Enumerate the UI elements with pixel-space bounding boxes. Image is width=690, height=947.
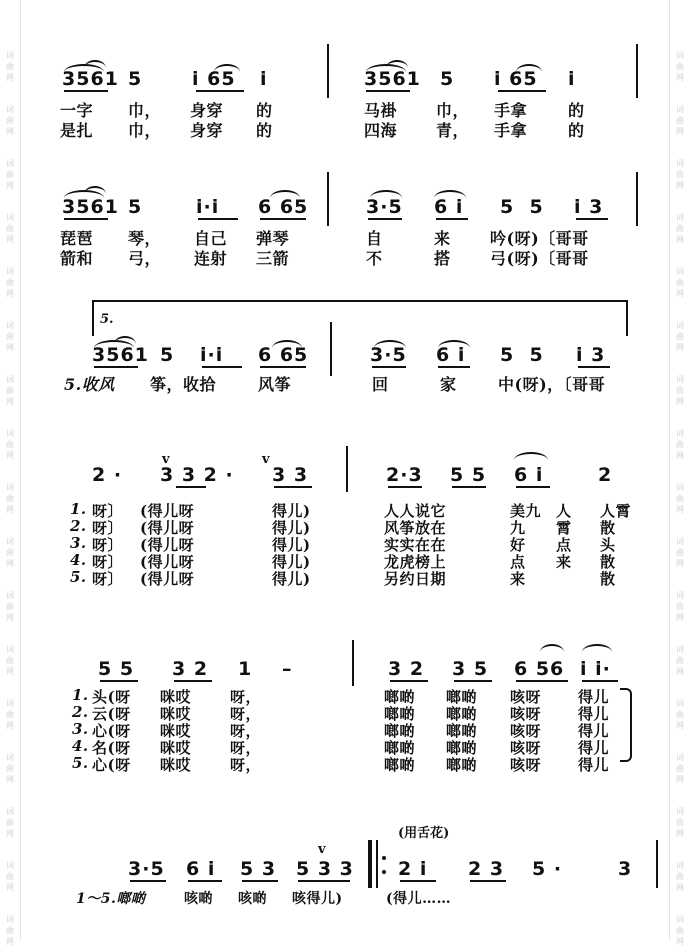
notes: 6 65 <box>258 196 309 218</box>
lyric: 5.收风 <box>64 375 115 394</box>
notes: 3 3 2 · <box>160 464 234 486</box>
lyric: 啷啲 <box>384 688 416 706</box>
lyric: 来 <box>434 229 451 248</box>
lyric: 好 <box>510 536 526 554</box>
beam <box>176 486 206 488</box>
breath-mark: v <box>318 842 326 857</box>
notes: 2 3 <box>468 858 505 880</box>
lyric: 霄 <box>556 519 572 537</box>
verse-number: 1. <box>70 500 87 518</box>
repeat-bracket <box>620 688 632 762</box>
beam <box>242 880 278 882</box>
lyric: 得儿) <box>272 570 311 588</box>
watermark-text: 词 曲 网 <box>676 429 684 460</box>
lyric: 咪哎 <box>160 739 192 757</box>
barline <box>330 322 332 376</box>
lyric: 啷啲 <box>446 705 478 723</box>
right-margin-strip <box>669 0 690 940</box>
beam <box>368 218 402 220</box>
watermark-text: 词 曲 网 <box>676 537 684 568</box>
notes: 3 3 <box>272 464 309 486</box>
verse-number: 2. <box>72 703 89 721</box>
volta-bracket <box>92 300 628 302</box>
lyric: 呀， <box>230 688 262 706</box>
beam <box>452 486 486 488</box>
lyric: 得儿 <box>578 688 610 706</box>
notes: 3·5 <box>366 196 403 218</box>
notes: 2 <box>598 464 613 486</box>
lyric: 呀， <box>230 739 262 757</box>
notes: 3561 <box>62 196 119 218</box>
beam <box>516 486 550 488</box>
barline <box>636 44 638 98</box>
lyric: 啷啲 <box>446 688 478 706</box>
breath-mark: v <box>262 452 270 467</box>
breath-mark: v <box>162 452 170 467</box>
lyric: 弓(呀)〔哥哥 <box>490 249 589 268</box>
beam <box>100 680 138 682</box>
slur <box>84 186 106 194</box>
lyric: 啷啲 <box>384 739 416 757</box>
beam <box>388 486 422 488</box>
slur <box>540 644 564 652</box>
lyric: (得儿呀 <box>140 570 195 588</box>
notes: 5 5 <box>450 464 487 486</box>
lyric: 啷啲 <box>384 756 416 774</box>
verse-number: 4. <box>70 551 87 569</box>
lyric: 一字 <box>60 101 94 120</box>
barline <box>327 44 329 98</box>
lyric: 咳呀 <box>510 722 542 740</box>
lyric: 得儿) <box>272 519 311 537</box>
notes: 6 i <box>436 344 466 366</box>
verse-number: 5. <box>72 754 89 772</box>
lyric: 得儿) <box>272 536 311 554</box>
lyric: 龙虎榜上 <box>384 553 447 571</box>
lyric: 家 <box>440 375 457 394</box>
notes: i 65 <box>192 68 236 90</box>
verse-number: 4. <box>72 737 89 755</box>
lyric: 咳呀 <box>510 705 542 723</box>
watermark-text: 词 曲 网 <box>676 51 684 82</box>
lyric: 头(呀 <box>92 688 131 706</box>
lyric: 弹琴 <box>256 229 290 248</box>
notes: 6 56 <box>514 658 565 680</box>
watermark-text: 词 曲 网 <box>676 861 684 892</box>
lyric: 1～5.啷啲 <box>76 891 146 907</box>
lyric: 人 <box>556 502 572 520</box>
lyric: 头 <box>600 536 616 554</box>
lyric: 咳啲 <box>238 891 267 907</box>
lyric: 身穿 <box>190 121 224 140</box>
beam <box>130 880 166 882</box>
notes: 5 <box>128 196 143 218</box>
lyric: 啷啲 <box>384 705 416 723</box>
lyric: (得儿呀 <box>140 519 195 537</box>
lyric: 风筝 <box>258 375 292 394</box>
notes: 5 3 3 <box>296 858 354 880</box>
lyric: 来 <box>556 553 572 571</box>
beam <box>436 218 468 220</box>
lyric: 啷啲 <box>446 739 478 757</box>
lyric: 点 <box>556 536 572 554</box>
lyric: 九 <box>510 519 526 537</box>
lyric: 巾， <box>128 101 162 120</box>
slur <box>514 452 548 460</box>
watermark-text: 词 曲 网 <box>6 105 14 136</box>
lyric: 呀， <box>230 722 262 740</box>
notes: 6 i <box>186 858 216 880</box>
lyric: 连射 <box>194 249 228 268</box>
beam <box>498 90 546 92</box>
lyric: 四海 <box>364 121 398 140</box>
beam <box>298 880 350 882</box>
watermark-text: 词 曲 网 <box>6 591 14 622</box>
watermark-text: 词 曲 网 <box>6 483 14 514</box>
beam <box>400 880 436 882</box>
notes: i <box>568 68 576 90</box>
lyric: 琴， <box>128 229 162 248</box>
lyric: 的 <box>256 101 273 120</box>
lyric: 实实在在 <box>384 536 447 554</box>
verse-number: 3. <box>72 720 89 738</box>
lyric: 散 <box>600 570 616 588</box>
beam <box>260 218 306 220</box>
lyric: 呀〕 <box>92 519 124 537</box>
watermark-text: 词 曲 网 <box>676 807 684 838</box>
beam <box>366 90 410 92</box>
watermark-text: 词 曲 网 <box>676 591 684 622</box>
notes: 3·5 <box>370 344 407 366</box>
repeat-start-barline <box>376 840 378 888</box>
lyric: 巾， <box>128 121 162 140</box>
lyric: (得儿呀 <box>140 553 195 571</box>
barline <box>327 172 329 226</box>
beam <box>64 218 108 220</box>
lyric: 呀， <box>230 756 262 774</box>
lyric: 啷啲 <box>384 722 416 740</box>
notes: 5 5 <box>500 344 544 366</box>
barline <box>352 640 354 686</box>
notes: 5 · <box>532 858 563 880</box>
notes: 3 <box>618 858 633 880</box>
lyric: 得儿) <box>272 553 311 571</box>
watermark-text: 词 曲 网 <box>6 51 14 82</box>
lyric: (得儿呀 <box>140 536 195 554</box>
watermark-text: 词 曲 网 <box>676 267 684 298</box>
beam <box>196 90 244 92</box>
lyric: 身穿 <box>190 101 224 120</box>
beam <box>516 680 568 682</box>
lyric: 回 <box>372 375 389 394</box>
lyric: 人人说它 <box>384 502 447 520</box>
watermark-text: 词 曲 网 <box>6 915 14 946</box>
notes: 3561 <box>62 68 119 90</box>
slur <box>114 336 136 344</box>
lyric: 自 <box>366 229 383 248</box>
watermark-text: 词 曲 网 <box>676 915 684 946</box>
beam <box>390 680 428 682</box>
lyric: 琵琶 <box>60 229 94 248</box>
lyric: 呀， <box>230 705 262 723</box>
lyric: 筝，收拾 <box>150 375 217 394</box>
slur <box>386 60 408 68</box>
lyric: 美九 <box>510 502 542 520</box>
lyric: 得儿 <box>578 705 610 723</box>
beam <box>372 366 406 368</box>
lyric: 咪哎 <box>160 756 192 774</box>
lyric: 咪哎 <box>160 688 192 706</box>
beam <box>94 366 138 368</box>
notes: i·i <box>200 344 224 366</box>
notes: i <box>260 68 268 90</box>
lyric: 咪哎 <box>160 722 192 740</box>
watermark-text: 词 曲 网 <box>6 807 14 838</box>
lyric: 手拿 <box>494 101 528 120</box>
notes: 5 5 <box>500 196 544 218</box>
lyric: 点 <box>510 553 526 571</box>
lyric: (得儿呀 <box>140 502 195 520</box>
notes: 5 3 <box>240 858 277 880</box>
notes: 3561 <box>92 344 149 366</box>
barline <box>346 446 348 492</box>
lyric: 箭和 <box>60 249 94 268</box>
watermark-text: 词 曲 网 <box>6 159 14 190</box>
watermark-text: 词 曲 网 <box>6 537 14 568</box>
slur <box>582 644 612 652</box>
lyric: 啷啲 <box>446 722 478 740</box>
lyric: 巾， <box>436 101 470 120</box>
watermark-text: 词 曲 网 <box>6 267 14 298</box>
lyric: 心(呀 <box>92 756 131 774</box>
lyric: 呀〕 <box>92 570 124 588</box>
lyric: 搭 <box>434 249 451 268</box>
lyric: 名(呀 <box>92 739 131 757</box>
volta-bracket <box>92 300 94 336</box>
lyric: 来 <box>510 570 526 588</box>
barline <box>656 840 658 888</box>
barline <box>636 172 638 226</box>
lyric: 得儿 <box>578 739 610 757</box>
lyric: 的 <box>568 121 585 140</box>
lyric: 中(呀)，〔哥哥 <box>498 375 606 394</box>
notes: 5 <box>160 344 175 366</box>
lyric: 呀〕 <box>92 536 124 554</box>
lyric: 散 <box>600 553 616 571</box>
repeat-start-barline <box>368 840 372 888</box>
verse-number: 2. <box>70 517 87 535</box>
volta-bracket <box>626 300 628 336</box>
lyric: 散 <box>600 519 616 537</box>
watermark-text: 词 曲 网 <box>6 429 14 460</box>
watermark-text: 词 曲 网 <box>676 483 684 514</box>
lyric: 三箭 <box>256 249 290 268</box>
notes: 2·3 <box>386 464 423 486</box>
notes: 2 · <box>92 464 123 486</box>
lyric: 云(呀 <box>92 705 131 723</box>
watermark-text: 词 曲 网 <box>676 105 684 136</box>
lyric: 咳呀 <box>510 688 542 706</box>
lyric: 咳得儿) <box>292 891 343 907</box>
beam <box>188 880 222 882</box>
lyric: 马褂 <box>364 101 398 120</box>
lyric: 青， <box>436 121 470 140</box>
beam <box>576 218 608 220</box>
beam <box>198 218 238 220</box>
lyric: 的 <box>256 121 273 140</box>
lyric: (得儿…… <box>386 891 452 907</box>
lyric: 人霄 <box>600 502 632 520</box>
lyric: 手拿 <box>494 121 528 140</box>
verse-number: 1. <box>72 686 89 704</box>
notes: 6 65 <box>258 344 309 366</box>
watermark-text: 词 曲 网 <box>6 213 14 244</box>
notes: 1 <box>238 658 253 680</box>
beam <box>274 486 312 488</box>
watermark-text: 词 曲 网 <box>676 645 684 676</box>
notes: i 3 <box>574 196 604 218</box>
lyric: 另约日期 <box>384 570 447 588</box>
notes: i i· <box>580 658 611 680</box>
slur <box>84 60 106 68</box>
beam <box>202 366 242 368</box>
watermark-text: 词 曲 网 <box>676 321 684 352</box>
beam <box>578 366 610 368</box>
watermark-text: 词 曲 网 <box>676 753 684 784</box>
notes: i·i <box>196 196 220 218</box>
watermark-text: 词 曲 网 <box>676 213 684 244</box>
notes: – <box>282 658 293 680</box>
lyric: 咳呀 <box>510 756 542 774</box>
verse-number: 5. <box>70 568 87 586</box>
verse-number: 3. <box>70 534 87 552</box>
volta-label: 5. <box>100 312 114 327</box>
notes: i 65 <box>494 68 538 90</box>
lyric: 啷啲 <box>446 756 478 774</box>
beam <box>454 680 492 682</box>
lyric: 风筝放在 <box>384 519 447 537</box>
notes: 5 <box>128 68 143 90</box>
watermark-text: 词 曲 网 <box>676 699 684 730</box>
lyric: 自己 <box>194 229 228 248</box>
beam <box>438 366 470 368</box>
watermark-text: 词 曲 网 <box>6 321 14 352</box>
beam <box>260 366 306 368</box>
lyric: 的 <box>568 101 585 120</box>
watermark-text: 词 曲 网 <box>676 159 684 190</box>
lyric: 不 <box>366 249 383 268</box>
watermark-text: 词 曲 网 <box>6 645 14 676</box>
notes: 5 5 <box>98 658 135 680</box>
watermark-text: 词 曲 网 <box>6 861 14 892</box>
notes: 6 i <box>434 196 464 218</box>
repeat-dot <box>382 870 386 874</box>
notes: 6 i <box>514 464 544 486</box>
lyric: 得儿 <box>578 722 610 740</box>
notes: i 3 <box>576 344 606 366</box>
lyric: 咳呀 <box>510 739 542 757</box>
lyric: 咪哎 <box>160 705 192 723</box>
watermark-text: 词 曲 网 <box>6 753 14 784</box>
beam <box>582 680 618 682</box>
watermark-text: 词 曲 网 <box>6 375 14 406</box>
lyric: 心(呀 <box>92 722 131 740</box>
performance-annotation: (用舌花) <box>398 826 450 841</box>
notes: 2 i <box>398 858 428 880</box>
lyric: 是扎 <box>60 121 94 140</box>
notes: 3·5 <box>128 858 165 880</box>
left-margin-strip <box>0 0 21 940</box>
beam <box>470 880 506 882</box>
lyric: 呀〕 <box>92 502 124 520</box>
notes: 3 2 <box>388 658 425 680</box>
notes: 5 <box>440 68 455 90</box>
watermark-text: 词 曲 网 <box>676 375 684 406</box>
watermark-text: 词 曲 网 <box>6 699 14 730</box>
lyric: 弓， <box>128 249 162 268</box>
repeat-dot <box>382 856 386 860</box>
lyric: 吟(呀)〔哥哥 <box>490 229 589 248</box>
notes: 3 2 <box>172 658 209 680</box>
beam <box>64 90 108 92</box>
lyric: 咳啲 <box>184 891 213 907</box>
notes: 3 5 <box>452 658 489 680</box>
beam <box>174 680 212 682</box>
notes: 3561 <box>364 68 421 90</box>
lyric: 得儿 <box>578 756 610 774</box>
lyric: 得儿) <box>272 502 311 520</box>
lyric: 呀〕 <box>92 553 124 571</box>
